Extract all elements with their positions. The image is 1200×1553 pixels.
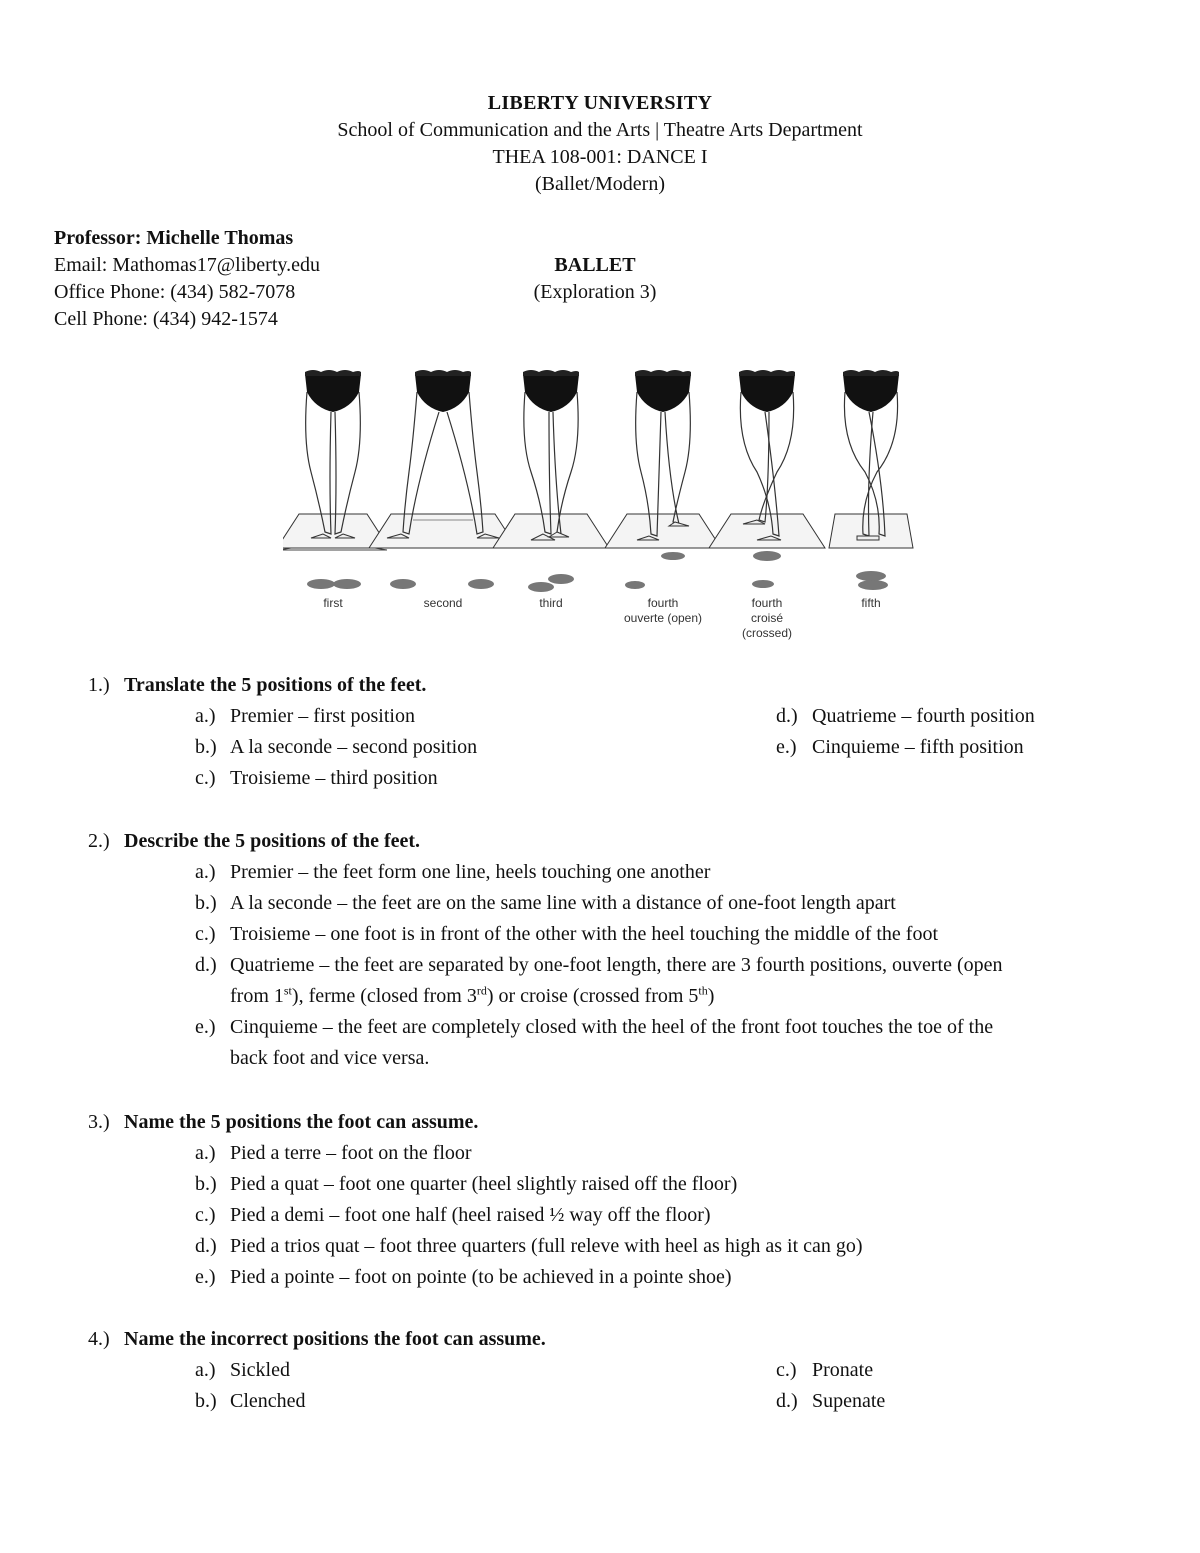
q2-e-text-line1: Cinquieme – the feet are completely closed with the heel of the front foot touches the toe of the: [230, 1016, 994, 1038]
cell-phone: Cell Phone: (434) 942-1574: [54, 308, 278, 330]
q2-c-label: c.): [195, 923, 216, 945]
q1-b-text: A la seconde – second position: [230, 736, 478, 758]
figure-first: [283, 370, 389, 550]
q3-c-label: c.): [195, 1204, 216, 1226]
school-department: School of Communication and the Arts | Theatre Arts Department: [337, 119, 863, 141]
q2-d-label: d.): [195, 954, 217, 976]
q1-e-label: e.): [776, 736, 797, 758]
q2-d-text-line2: from 1st), ferme (closed from 3rd) or croise (crossed from 5th): [230, 983, 715, 1007]
caption-second: second: [423, 596, 463, 610]
q2-number: 2.): [88, 830, 110, 852]
footprints: [307, 551, 888, 592]
q1-b-label: b.): [195, 736, 217, 758]
q2-e-label: e.): [195, 1016, 216, 1038]
caption-first: first: [323, 596, 343, 610]
feet-positions-illustration: [283, 362, 915, 644]
q3-a-label: a.): [195, 1142, 216, 1164]
q1-e-text: Cinquieme – fifth position: [812, 736, 1024, 758]
q1-a-label: a.): [195, 705, 216, 727]
q2-d-text-line1: Quatrieme – the feet are separated by one-foot length, there are 3 fourth positions, ouverte (open: [230, 954, 1003, 976]
q2-title: Describe the 5 positions of the feet.: [124, 830, 421, 852]
caption-third: third: [539, 596, 563, 610]
q2-c-text: Troisieme – one foot is in front of the other with the heel touching the middle of the foot: [230, 923, 939, 945]
q3-number: 3.): [88, 1111, 110, 1133]
section-subtitle: (Exploration 3): [533, 281, 657, 303]
figure-fifth: [829, 370, 913, 548]
q3-e-label: e.): [195, 1266, 216, 1288]
q3-a-text: Pied a terre – foot on the floor: [230, 1142, 472, 1164]
q4-c-label: c.): [776, 1359, 797, 1381]
q2-a-label: a.): [195, 861, 216, 883]
q1-c-text: Troisieme – third position: [230, 767, 438, 789]
q4-c-text: Pronate: [812, 1359, 874, 1381]
q1-d-label: d.): [776, 705, 798, 727]
q4-b-label: b.): [195, 1390, 217, 1412]
q4-title: Name the incorrect positions the foot can assume.: [124, 1328, 546, 1350]
q2-b-text: A la seconde – the feet are on the same line with a distance of one-foot length apart: [230, 892, 896, 914]
q4-b-text: Clenched: [230, 1390, 306, 1412]
q4-a-label: a.): [195, 1359, 216, 1381]
q2-a-text: Premier – the feet form one line, heels touching one another: [230, 861, 711, 883]
figure-fourth-crossed: [709, 370, 825, 548]
q1-c-label: c.): [195, 767, 216, 789]
q3-d-label: d.): [195, 1235, 217, 1257]
q4-d-label: d.): [776, 1390, 798, 1412]
caption-crossed: (crossed): [741, 626, 793, 640]
q4-number: 4.): [88, 1328, 110, 1350]
professor-name: Professor: Michelle Thomas: [54, 227, 294, 249]
q3-d-text: Pied a trios quat – foot three quarters (full releve with heel as high as it can go): [230, 1235, 863, 1257]
caption-croise: croisé: [750, 611, 784, 625]
q3-b-label: b.): [195, 1173, 217, 1195]
q1-a-text: Premier – first position: [230, 705, 415, 727]
q2-b-label: b.): [195, 892, 217, 914]
q2-e-text-line2: back foot and vice versa.: [230, 1047, 430, 1069]
caption-fourth-crossed: fourth: [751, 596, 783, 610]
q3-b-text: Pied a quat – foot one quarter (heel slightly raised off the floor): [230, 1173, 738, 1195]
q1-d-text: Quatrieme – fourth position: [812, 705, 1035, 727]
q1-title: Translate the 5 positions of the feet.: [124, 674, 427, 696]
q4-d-text: Supenate: [812, 1390, 886, 1412]
section-title: BALLET: [554, 254, 636, 276]
office-phone: Office Phone: (434) 582-7078: [54, 281, 296, 303]
figure-third: [493, 370, 609, 548]
professor-email: Email: Mathomas17@liberty.edu: [54, 254, 320, 276]
q3-title: Name the 5 positions the foot can assume.: [124, 1111, 479, 1133]
university-title: LIBERTY UNIVERSITY: [487, 92, 713, 114]
q3-e-text: Pied a pointe – foot on pointe (to be achieved in a pointe shoe): [230, 1266, 732, 1288]
q4-a-text: Sickled: [230, 1359, 290, 1381]
q3-c-text: Pied a demi – foot one half (heel raised ½ way off the floor): [230, 1204, 711, 1226]
figure-fourth-open: [605, 370, 721, 548]
q1-number: 1.): [88, 674, 110, 696]
caption-fifth: fifth: [861, 596, 881, 610]
caption-ouverte: ouverte (open): [623, 611, 703, 625]
course-code: THEA 108-001: DANCE I: [492, 146, 708, 168]
course-subtitle: (Ballet/Modern): [535, 173, 665, 195]
caption-fourth-open: fourth: [647, 596, 679, 610]
figure-second: [369, 370, 517, 548]
